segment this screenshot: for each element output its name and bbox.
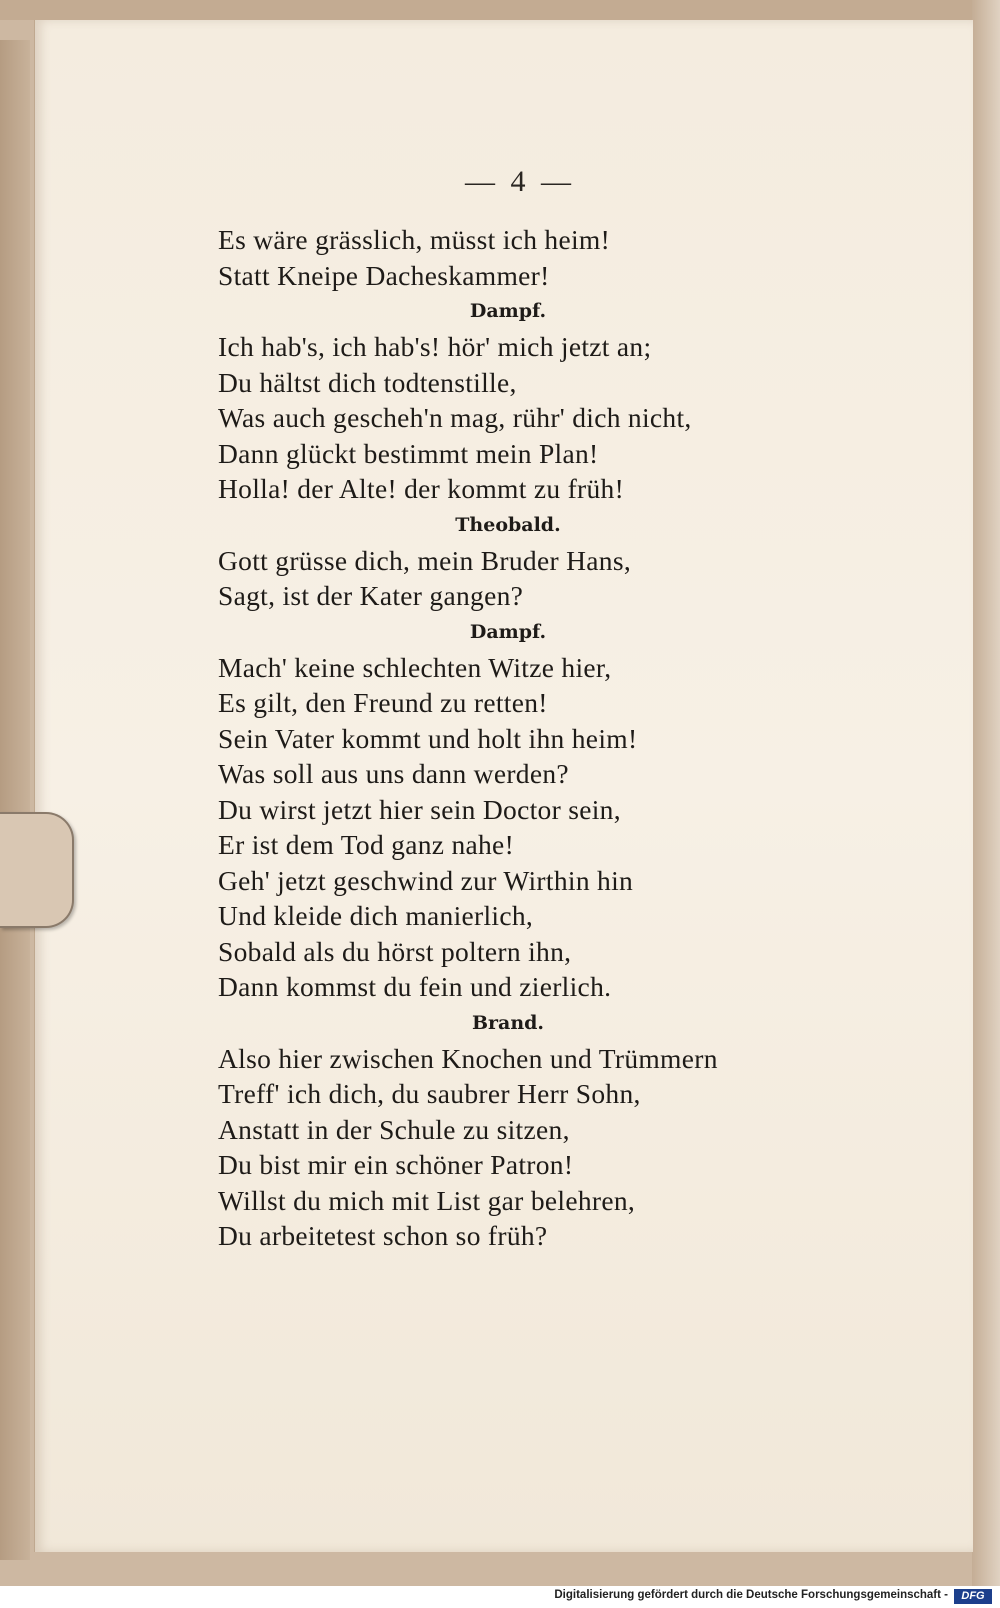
holding-clip <box>0 812 74 928</box>
verse-text <box>218 222 858 1254</box>
verse-line: Geh' jetzt geschwind zur Wirthin hin <box>218 864 634 896</box>
book-gutter-edge <box>972 0 1000 1586</box>
verse-line: Du arbeitetest schon so früh? <box>218 1220 548 1251</box>
verse-line: Du bist mir ein schöner Patron! <box>218 1149 574 1180</box>
book-top-edge <box>0 0 1000 20</box>
digitization-footer <box>0 1586 1000 1608</box>
verse-line: Es wäre grässlich, müsst ich heim! <box>218 224 611 255</box>
verse-line: Sobald als du hörst poltern ihn, <box>218 935 572 967</box>
verse-line: Anstatt in der Schule zu sitzen, <box>218 1113 570 1145</box>
verse-line: Dann glückt bestimmt mein Plan! <box>218 437 599 469</box>
verse-line: Also hier zwischen Knochen und Trümmern <box>218 1042 718 1074</box>
verse-line: Holla! der Alte! der kommt zu früh! <box>218 473 625 504</box>
speaker-name: Dampf. <box>469 620 547 643</box>
speaker-name: Dampf. <box>469 300 547 322</box>
dfg-logo-icon: DFG <box>954 1589 992 1604</box>
verse-line: Statt Kneipe Dacheskammer! <box>218 259 550 291</box>
verse-line: Sein Vater kommt und holt ihn heim! <box>218 722 638 754</box>
verse-line: Willst du mich mit List gar belehren, <box>218 1184 636 1216</box>
page-number: — 4 — <box>465 165 575 198</box>
verse-line: Er ist dem Tod ganz nahe! <box>218 829 515 860</box>
verse-line: Was auch gescheh'n mag, rühr' dich nicht, <box>218 402 692 433</box>
speaker-name: Theobald. <box>455 513 561 536</box>
verse-line: Was soll aus uns dann werden? <box>218 758 569 789</box>
verse-line: Es gilt, den Freund zu retten! <box>218 687 548 718</box>
verse-line: Treff' ich dich, du saubrer Herr Sohn, <box>218 1078 641 1109</box>
verse-line: Und kleide dich manierlich, <box>218 900 534 931</box>
verse-line: Ich hab's, ich hab's! hör' mich jetzt an; <box>218 331 652 362</box>
verse-line: Du hältst dich todtenstille, <box>218 366 517 398</box>
verse-line: Du wirst jetzt hier sein Doctor sein, <box>218 793 621 825</box>
funding-credit: Digitalisierung gefördert durch die Deutsche Forschungsgemeinschaft - <box>554 1589 948 1601</box>
speaker-name: Brand. <box>471 1011 545 1034</box>
verse-line: Gott grüsse dich, mein Bruder Hans, <box>218 544 631 576</box>
book-cover-edge <box>0 40 30 1560</box>
verse-line: Dann kommst du fein und zierlich. <box>218 971 612 1002</box>
verse-line: Sagt, ist der Kater gangen? <box>218 580 524 611</box>
verse-line: Mach' keine schlechten Witze hier, <box>218 651 612 683</box>
